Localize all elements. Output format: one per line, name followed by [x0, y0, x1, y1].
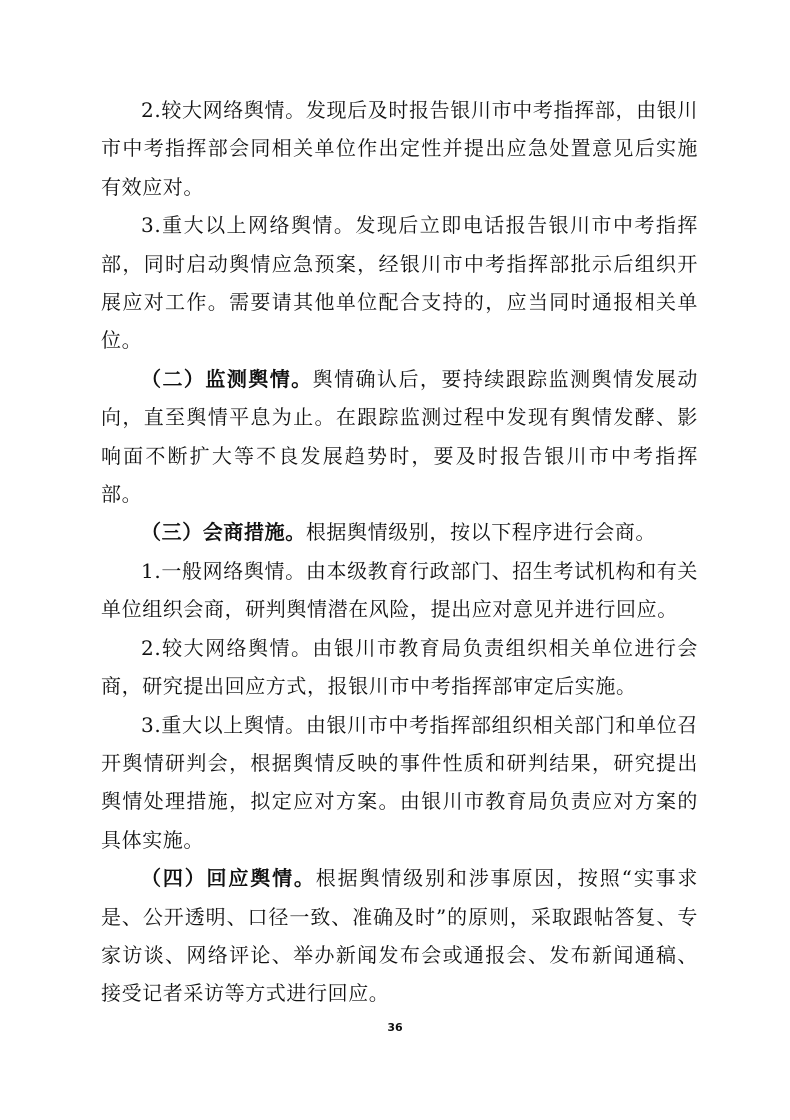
paragraph-larger-network-opinion-report — [101, 91, 698, 206]
paragraph-text: 舆情确认后，要持续跟踪监测舆情发展动向，直至舆情平息为止。在跟踪监测过程中发现有舆情发酵、影响面不断扩大等不良发展趋势时，要及时报告银川市中考指挥部。 — [101, 366, 698, 507]
paragraph-monitor-opinion — [101, 360, 698, 514]
paragraph-larger-network-opinion-consult — [101, 629, 698, 706]
paragraph-text: 3.重大以上网络舆情。发现后立即电话报告银川市中考指挥部，同时启动舆情应急预案，经银川市中考指挥部批示后组织开展应对工作。需要请其他单位配合支持的，应当同时通报相关单位。 — [101, 213, 698, 353]
paragraph-text: 3.重大以上舆情。由银川市中考指挥部组织相关部门和单位召开舆情研判会，根据舆情反映的事件性质和研判结果，研究提出舆情处理措施，拟定应对方案。由银川市教育局负责应对方案的具体实施。 — [101, 712, 698, 852]
section-heading: （三）会商措施。 — [141, 520, 306, 545]
paragraph-general-network-opinion — [101, 552, 698, 629]
section-heading: （四）回应舆情。 — [141, 866, 316, 891]
paragraph-respond-opinion — [101, 859, 698, 1013]
paragraph-text: 根据舆情级别，按以下程序进行会商。 — [305, 520, 657, 545]
paragraph-text: 1.一般网络舆情。由本级教育行政部门、招生考试机构和有关单位组织会商，研判舆情潜在风险，提出应对意见并进行回应。 — [101, 558, 698, 622]
body-text — [101, 91, 698, 1013]
paragraph-text: 根据舆情级别和涉事原因，按照“实事求是、公开透明、口径一致、准确及时”的原则，采取跟帖答复、专家访谈、网络评论、举办新闻发布会或通报会、发布新闻通稿、接受记者采访等方式进行回应。 — [101, 866, 698, 1006]
paragraph-text: 2.较大网络舆情。发现后及时报告银川市中考指挥部，由银川市中考指挥部会同相关单位作出定性并提出应急处置意见后实施有效应对。 — [101, 98, 698, 199]
paragraph-major-network-opinion-report — [101, 206, 698, 360]
paragraph-text: 2.较大网络舆情。由银川市教育局负责组织相关单位进行会商，研究提出回应方式，报银川市中考指挥部审定后实施。 — [101, 635, 698, 699]
paragraph-major-opinion-consult — [101, 706, 698, 860]
section-heading: （二）监测舆情。 — [141, 366, 313, 391]
paragraph-consultation-measures — [101, 513, 698, 551]
page-number: 36 — [387, 1021, 403, 1034]
